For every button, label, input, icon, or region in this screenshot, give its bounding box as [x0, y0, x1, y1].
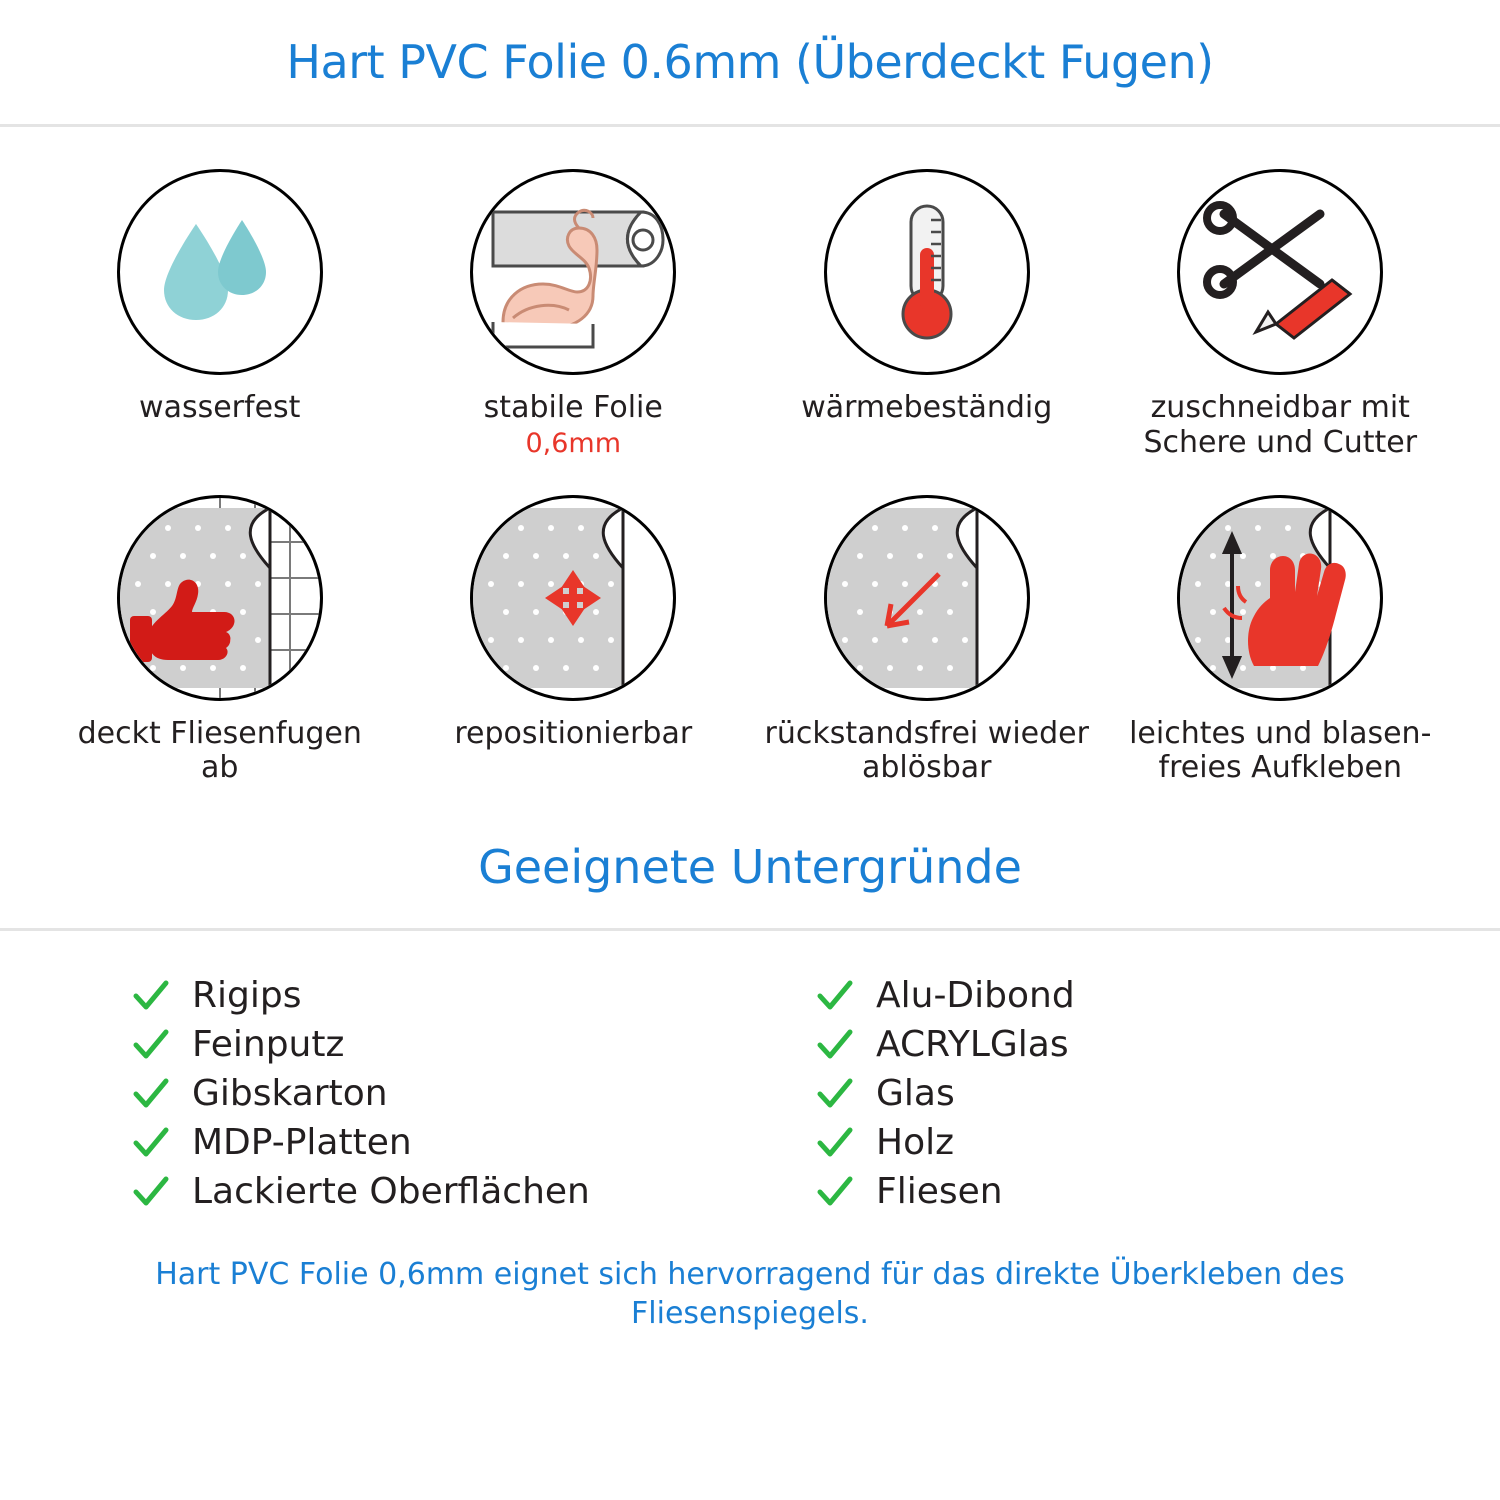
scissors-cutter-icon [1177, 169, 1383, 375]
check-icon [132, 1075, 170, 1113]
list-item [816, 1171, 1500, 1212]
list-item-label: Holz [876, 1122, 954, 1164]
list-item [816, 975, 1500, 1016]
feature-label: repositionierbar [454, 715, 693, 751]
feature-label: wärmebeständig [801, 390, 1053, 425]
strong-arm-film-icon [470, 169, 676, 375]
list-item [816, 1073, 1500, 1114]
list-item-label: Fliesen [876, 1171, 1003, 1213]
feature-label: zuschneidbar mit Schere und Cutter [1143, 390, 1418, 460]
list-item [132, 1122, 816, 1163]
thumbs-up-tiles-icon [117, 495, 323, 701]
feature-label: stabile Folie [483, 390, 663, 425]
feature-sublabel: 0,6mm [525, 427, 622, 459]
check-icon [816, 1075, 854, 1113]
feature-label: deckt Fliesenfugen ab [77, 715, 362, 786]
check-icon [132, 1026, 170, 1064]
check-icon [132, 1124, 170, 1162]
list-item [816, 1024, 1500, 1065]
footer-note: Hart PVC Folie 0,6mm eignet sich hervorragend für das direkte Überkleben des Fliesenspiegels. [155, 1257, 1345, 1331]
feature-item [402, 495, 746, 789]
thermometer-icon [824, 169, 1030, 375]
feature-item [48, 495, 392, 789]
list-item-label: Feinputz [192, 1024, 345, 1066]
feature-label: rückstandsfrei wieder ablösbar [764, 715, 1089, 786]
list-item-label: Lackierte Oberflächen [192, 1171, 590, 1213]
feature-item [1109, 495, 1453, 789]
feature-grid [0, 127, 1500, 788]
list-item-label: ACRYLGlas [876, 1024, 1069, 1066]
peel-off-arrow-icon [824, 495, 1030, 701]
list-item [132, 975, 816, 1016]
list-item [132, 1171, 816, 1212]
substrates-list [0, 931, 1500, 1212]
list-item [816, 1122, 1500, 1163]
list-item-label: Rigips [192, 975, 302, 1017]
feature-item [1109, 169, 1453, 463]
list-item-label: Alu-Dibond [876, 975, 1075, 1017]
hand-smoothing-icon [1177, 495, 1383, 701]
check-icon [816, 977, 854, 1015]
check-icon [816, 1124, 854, 1162]
water-drops-icon [117, 169, 323, 375]
list-item-label: Glas [876, 1073, 955, 1115]
header [0, 0, 1500, 127]
feature-item [755, 169, 1099, 463]
feature-item [48, 169, 392, 463]
list-item [132, 1024, 816, 1065]
list-item-label: Gibskarton [192, 1073, 388, 1115]
check-icon [816, 1173, 854, 1211]
list-item-label: MDP-Platten [192, 1122, 412, 1164]
feature-label: wasserfest [139, 390, 301, 425]
feature-item [755, 495, 1099, 789]
feature-item [402, 169, 746, 463]
check-icon [132, 977, 170, 1015]
list-item [132, 1073, 816, 1114]
page-title: Hart PVC Folie 0.6mm (Überdeckt Fugen) [286, 35, 1214, 89]
reposition-arrows-icon [470, 495, 676, 701]
feature-label: leichtes und blasen-freies Aufkleben [1129, 715, 1432, 786]
check-icon [132, 1173, 170, 1211]
section-title: Geeignete Untergründe [0, 840, 1500, 931]
check-icon [816, 1026, 854, 1064]
